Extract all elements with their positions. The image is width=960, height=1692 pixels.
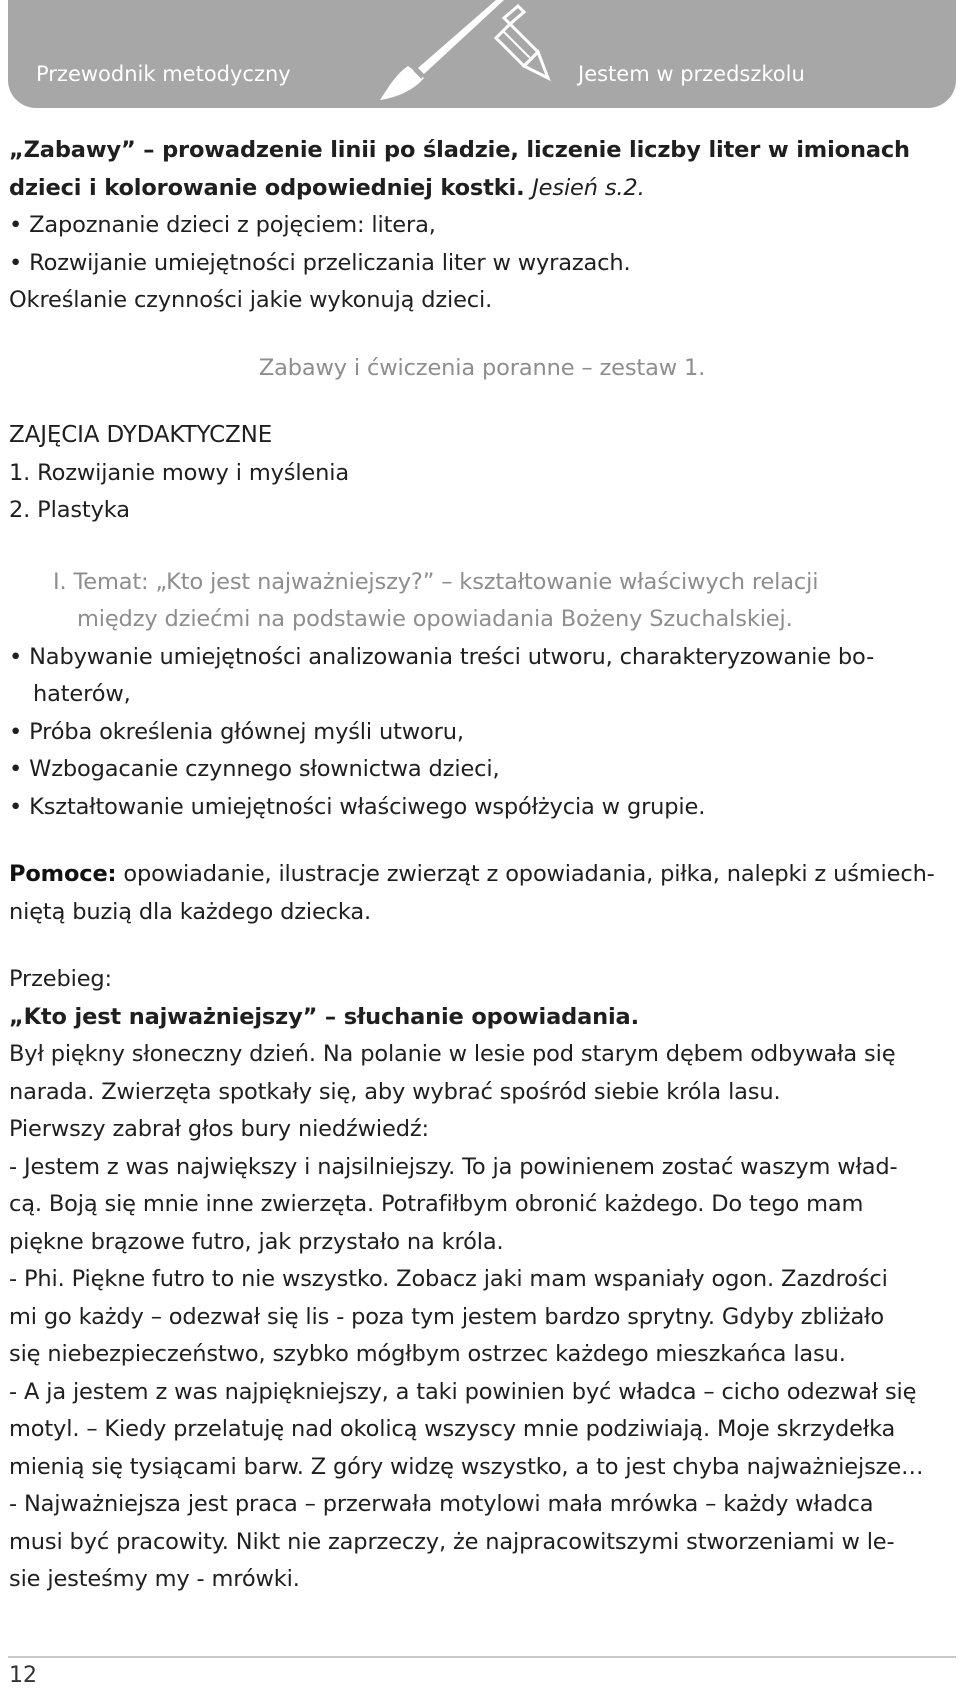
aids-line-1: Pomoce: opowiadanie, ilustracje zwierząt z opowiadania, piłka, nalepki z uśmiech-	[9, 861, 935, 887]
intro-bullet-2: • Rozwijanie umiejętności przeliczania liter w wyrazach.	[9, 249, 631, 276]
header-right-title: Jestem w przedszkolu	[578, 62, 805, 86]
page-number: 12	[9, 1663, 37, 1688]
aids-label: Pomoce:	[9, 861, 117, 887]
goal-4: • Kształtowanie umiejętności właściwego współżycia w grupie.	[9, 793, 706, 820]
story-line: - Jestem z was największy i najsilniejszy. To ja powinienem zostać waszym wład-	[9, 1153, 898, 1180]
goal-1-cont: haterów,	[33, 681, 131, 707]
morning-exercises-title: Zabawy i ćwiczenia poranne – zestaw 1.	[258, 354, 706, 381]
story-text	[9, 1036, 955, 1599]
story-line: Pierwszy zabrał głos bury niedźwiedź:	[9, 1116, 429, 1142]
intro-line-3: Określanie czynności jakie wykonują dzieci.	[9, 287, 493, 313]
story-line: sie jesteśmy my - mrówki.	[9, 1566, 300, 1592]
header-left-title: Przewodnik metodyczny	[36, 62, 291, 86]
story-line: - Najważniejsza jest praca – przerwała motylowi mała mrówka – każdy władca	[9, 1491, 874, 1517]
intro-line-1: „Zabawy” – prowadzenie linii po śladzie, liczenie liczby liter w imionach	[9, 137, 910, 163]
goal-3: • Wzbogacanie czynnego słownictwa dzieci,	[9, 756, 500, 782]
story-line: mi go każdy – odezwał się lis - poza tym jestem bardzo sprytny. Gdyby zbliżało	[9, 1303, 884, 1330]
story-line: mienią się tysiącami barw. Z góry widzę wszystko, a to jest chyba najważniejsze…	[9, 1453, 924, 1480]
aids-line-2: niętą buzią dla każdego dziecka.	[9, 898, 372, 925]
story-title: „Kto jest najważniejszy” – słuchanie opowiadania.	[9, 1003, 639, 1030]
story-line: Był piękny słoneczny dzień. Na polanie w lesie pod starym dębem odbywała się	[9, 1041, 896, 1067]
paintbrush-icon	[378, 0, 578, 108]
story-line: cą. Boją się mnie inne zwierzęta. Potrafiłbym obronić każdego. Do tego mam	[9, 1191, 864, 1217]
story-line: narada. Zwierzęta spotkały się, aby wybrać spośród siebie króla lasu.	[9, 1078, 781, 1105]
goal-1: • Nabywanie umiejętności analizowania treści utworu, charakteryzowanie bo-	[9, 643, 875, 670]
topic-line-2: między dziećmi na podstawie opowiadania Bożeny Szuchalskiej.	[77, 606, 793, 632]
story-line: - Phi. Piękne futro to nie wszystko. Zobacz jaki mam wspaniały ogon. Zazdrości	[9, 1266, 888, 1292]
intro-line-2: dzieci i kolorowanie odpowiedniej kostki. Jesień s.2.	[9, 174, 645, 201]
classes-title: ZAJĘCIA DYDAKTYCZNE	[9, 422, 273, 448]
story-line: - A ja jestem z was najpiękniejszy, a taki powinien być władca – cicho odezwał się	[9, 1378, 917, 1405]
course-label: Przebieg:	[9, 966, 112, 992]
story-line: musi być pracowity. Nikt nie zaprzeczy, że najpracowitszymi stworzeniami w le-	[9, 1528, 895, 1555]
story-line: się niebezpieczeństwo, szybko mógłbym ostrzec każdego mieszkańca lasu.	[9, 1341, 846, 1367]
page-content	[9, 132, 955, 1599]
page-header	[8, 0, 956, 108]
story-line: motyl. – Kiedy przelatuję nad okolicą wszyscy mnie podziwiają. Moje skrzydełka	[9, 1416, 896, 1442]
story-line: piękne brązowe futro, jak przystało na króla.	[9, 1228, 504, 1255]
topic-line-1: I. Temat: „Kto jest najważniejszy?” – kształtowanie właściwych relacji	[53, 568, 819, 595]
pencil-icon	[496, 6, 548, 78]
goal-2: • Próba określenia głównej myśli utworu,	[9, 718, 464, 745]
classes-item-1: 1. Rozwijanie mowy i myślenia	[9, 459, 349, 486]
footer-divider	[8, 1656, 956, 1658]
classes-item-2: 2. Plastyka	[9, 497, 130, 523]
intro-bullet-1: • Zapoznanie dzieci z pojęciem: litera,	[9, 212, 436, 238]
